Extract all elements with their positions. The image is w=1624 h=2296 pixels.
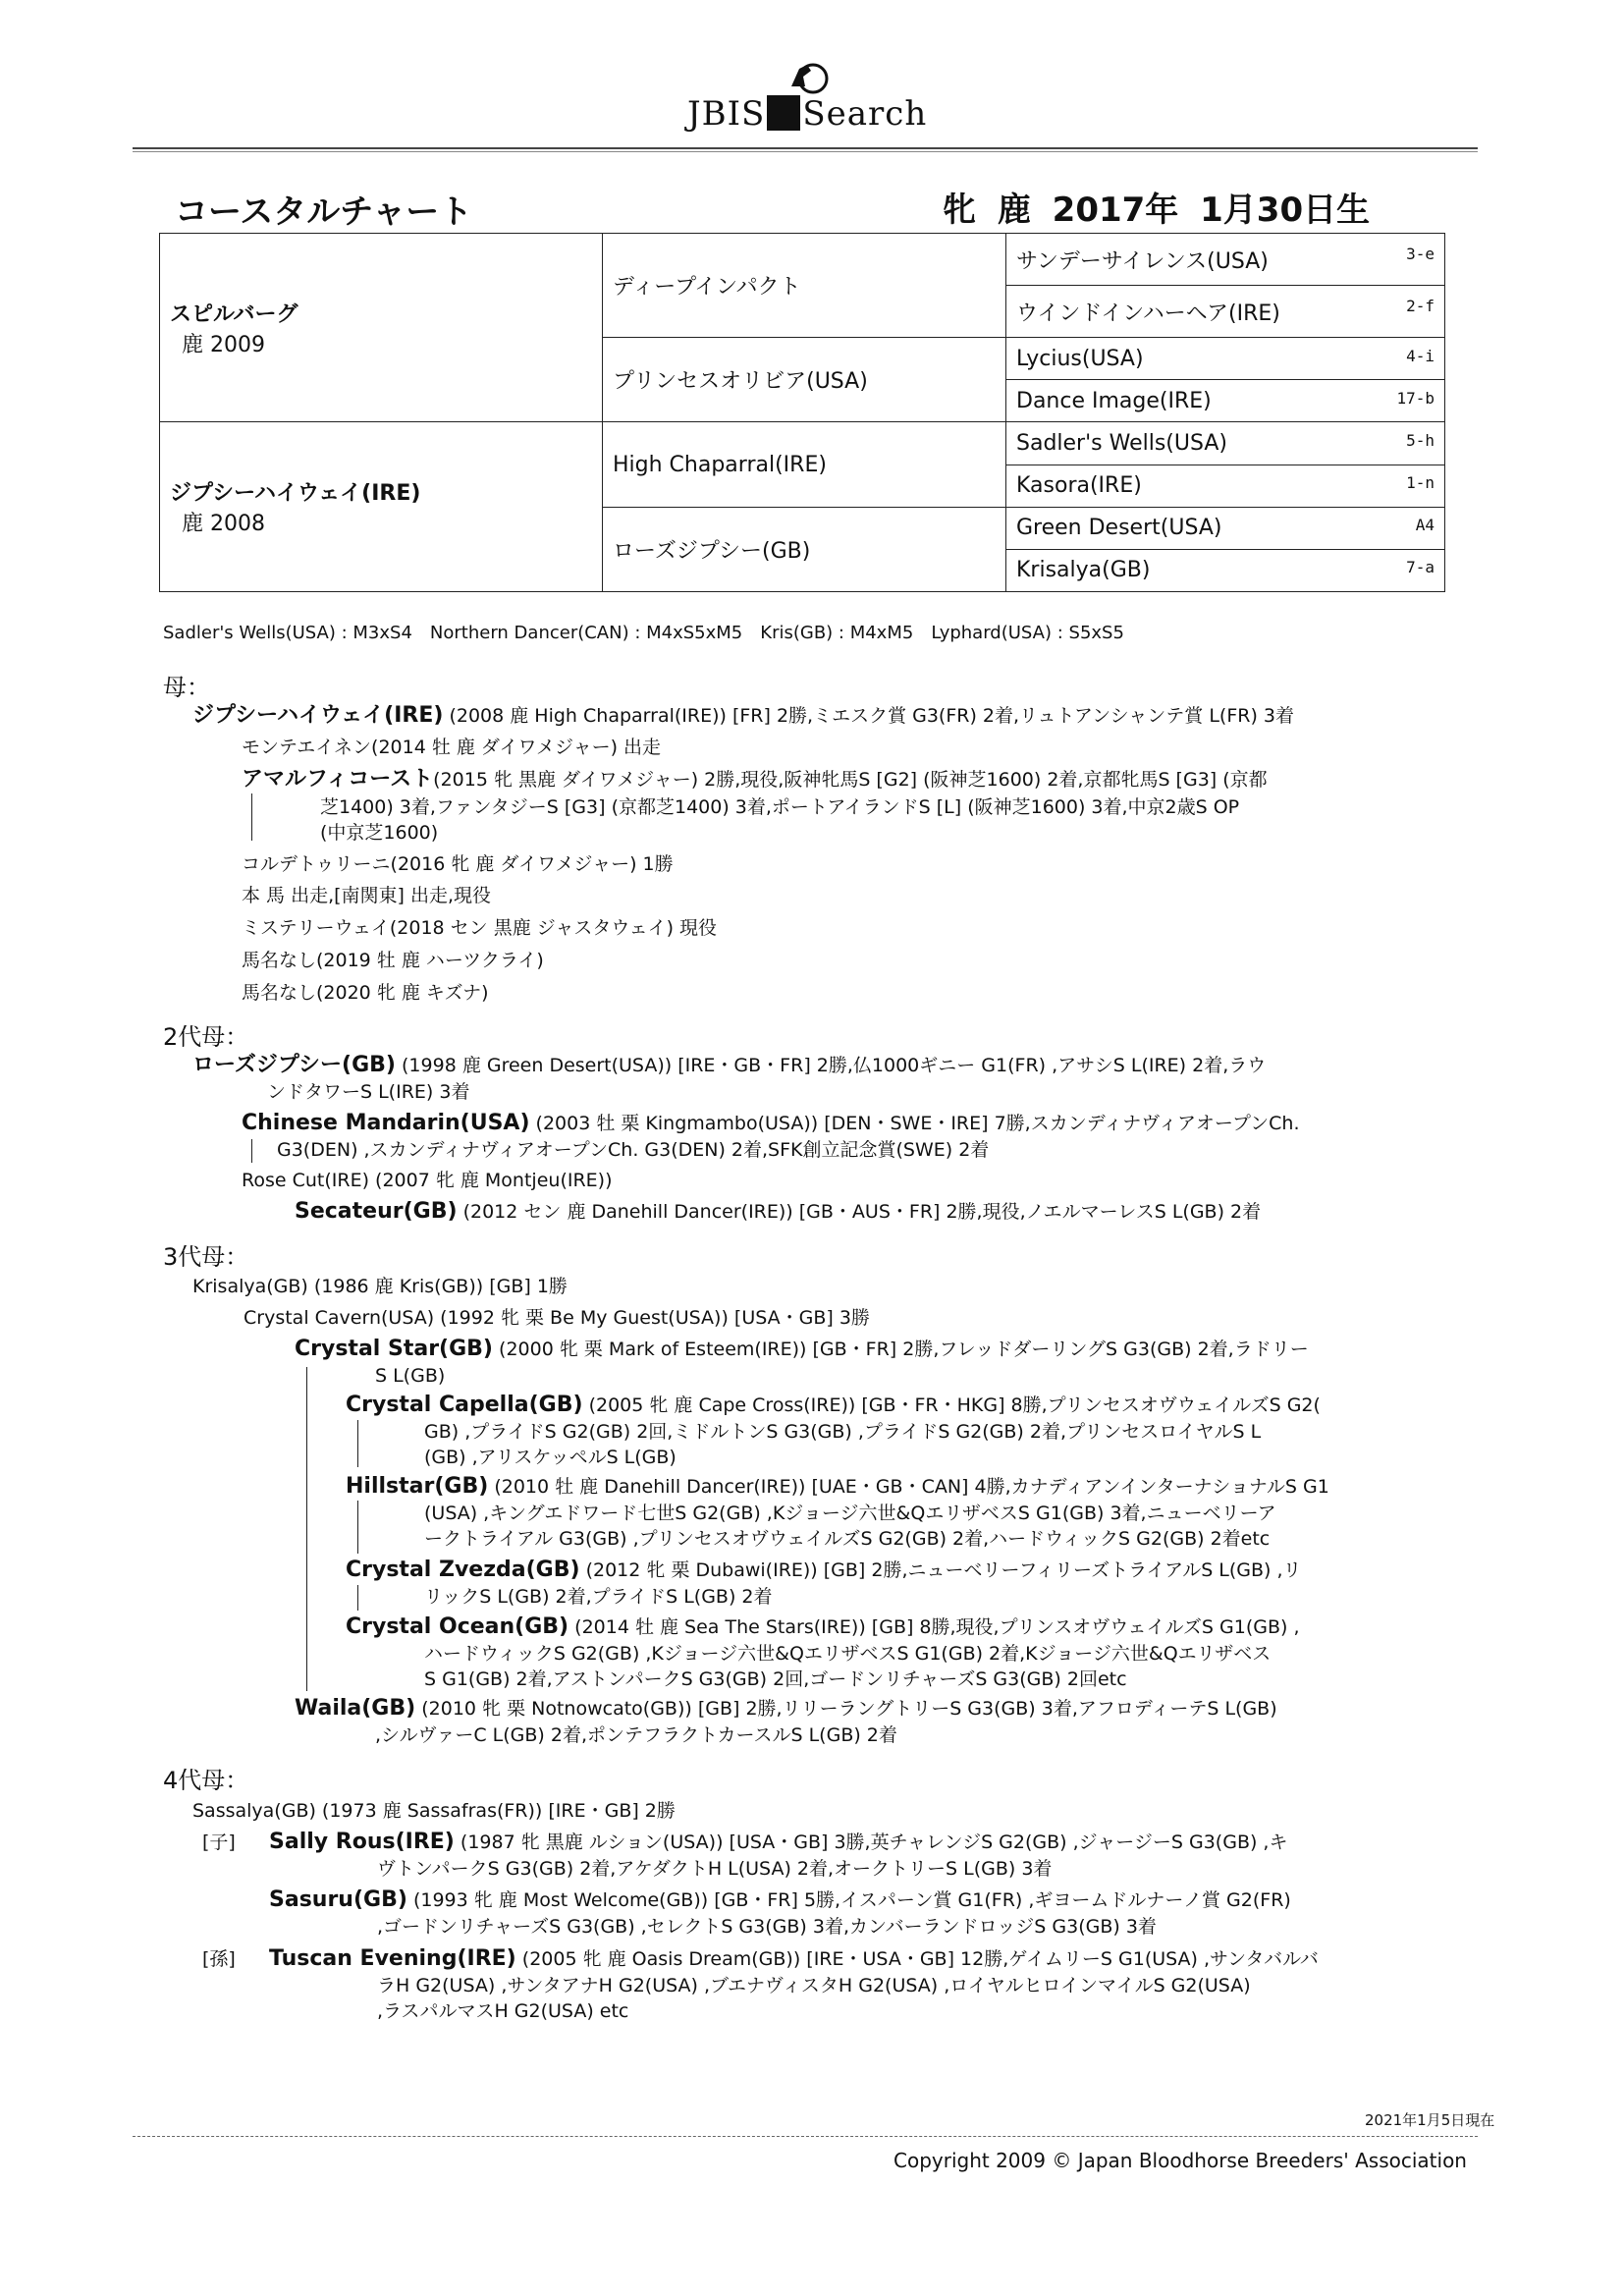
family-line: (USA) ,キングエドワード七世S G2(GB) ,Kジョージ六世&QエリザベスS G1(GB) 3着,ニューベリーア <box>424 1503 1276 1524</box>
family-line: 馬名なし(2020 牝 鹿 キズナ) <box>242 982 489 1004</box>
horse-name: コースタルチャート <box>175 192 473 232</box>
section-4th-dam: 4代母： <box>163 1767 249 1794</box>
sire-info: 鹿 2009 <box>182 332 265 357</box>
family-line: ラH G2(USA) ,サンタアナH G2(USA) ,ブエナヴィスタH G2(USA) ,ロイヤルヒロインマイルS G2(USA) <box>377 1975 1251 1996</box>
section-2nd-dam: 2代母： <box>163 1023 249 1051</box>
sire-cell <box>160 234 603 422</box>
family-line: ローズジプシー(GB) (1998 鹿 Green Desert(USA)) [IRE・GB・FR] 2勝,仏1000ギニー G1(FR) ,アサシS L(IRE) 2着,ラウ <box>192 1053 1267 1077</box>
family-line: ,ラスパルマスH G2(USA) etc <box>377 2000 629 2022</box>
dam-cell <box>160 422 603 592</box>
family-line: (中京芝1600) <box>320 822 439 844</box>
connector-line <box>357 1501 358 1554</box>
family-line: Tuscan Evening(IRE) (2005 牝 鹿 Oasis Dream(GB)) [IRE・USA・GB] 12勝,ゲイムリーS G1(USA) ,サンタバルバ <box>269 1946 1319 1971</box>
ped-g3-cell: Krisalya(GB) 7-a <box>1006 549 1445 591</box>
footer-rule <box>133 2136 1478 2137</box>
dam-info: 鹿 2008 <box>182 512 265 537</box>
ped-g3-cell: サンデーサイレンス(USA) 3-e <box>1006 234 1445 286</box>
family-line: リックS L(GB) 2着,プライドS L(GB) 2着 <box>424 1586 773 1608</box>
family-line: Sally Rous(IRE) (1987 牝 黒鹿 ルション(USA)) [USA・GB] 3勝,英チャレンジS G2(GB) ,ジャージーS G3(GB) ,キ <box>269 1830 1288 1854</box>
family-line: Waila(GB) (2010 牝 栗 Notnowcato(GB)) [GB] 2勝,リリーラングトリーS G3(GB) 3着,アフロディーテS L(GB) <box>295 1696 1277 1721</box>
family-line: ークトライアル G3(GB) ,プリンセスオヴウェイルズS G2(GB) 2着,ハードウィックS G2(GB) 2着etc <box>424 1528 1271 1550</box>
inbreeding-note: Sadler's Wells(USA) : M3xS4 Northern Dancer(CAN) : M4xS5xM5 Kris(GB) : M4xM5 Lyphard(USA) : S5xS5 <box>163 623 1124 643</box>
family-line: Crystal Capella(GB) (2005 牝 鹿 Cape Cross(IRE)) [GB・FR・HKG] 8勝,プリンセスオヴウェイルズS G2( <box>346 1393 1321 1417</box>
family-line: 芝1400) 3着,ファンタジーS [G3] (京都芝1400) 3着,ポートアイランドS [L] (阪神芝1600) 3着,中京2歳S OP <box>320 796 1240 818</box>
family-line: Sassalya(GB) (1973 鹿 Sassafras(FR)) [IRE・GB] 2勝 <box>192 1800 676 1822</box>
family-tag: [子] <box>202 1831 236 1853</box>
sire-name: スピルバーグ <box>170 301 298 327</box>
family-line: ジプシーハイウェイ(IRE) (2008 鹿 High Chaparral(IRE)) [FR] 2勝,ミエスク賞 G3(FR) 2着,リュトアンシャンテ賞 L(FR) 3着 <box>192 703 1295 728</box>
logo-box-icon <box>767 95 800 131</box>
family-tag: [孫] <box>202 1948 236 1970</box>
connector-line <box>357 1420 358 1467</box>
section-dam: 母： <box>163 674 210 701</box>
ped-g2-cell: High Chaparral(IRE) <box>603 422 1006 507</box>
ped-g2-cell: プリンセスオリビア(USA) <box>603 338 1006 422</box>
ped-g3-cell: Sadler's Wells(USA) 5-h <box>1006 422 1445 465</box>
family-line: Secateur(GB) (2012 セン 鹿 Danehill Dancer(IRE)) [GB・AUS・FR] 2勝,現役,ノエルマーレスS L(GB) 2着 <box>295 1199 1262 1224</box>
section-3rd-dam: 3代母： <box>163 1243 249 1271</box>
family-line: 本 馬 出走,[南関東] 出走,現役 <box>242 885 492 906</box>
connector-line <box>251 793 252 841</box>
logo-text-b: Search <box>802 94 928 134</box>
family-line: Rose Cut(IRE) (2007 牝 鹿 Montjeu(IRE)) <box>242 1170 613 1191</box>
family-line: S G1(GB) 2着,アストンパークS G3(GB) 2回,ゴードンリチャーズS G3(GB) 2回etc <box>424 1668 1127 1690</box>
family-line: Chinese Mandarin(USA) (2003 牡 栗 Kingmambo(USA)) [DEN・SWE・IRE] 7勝,スカンディナヴィアオープンCh. <box>242 1111 1300 1135</box>
ped-g3-cell: Lycius(USA) 4-i <box>1006 338 1445 380</box>
family-line: ンドタワーS L(IRE) 3着 <box>267 1081 470 1103</box>
jbis-logo <box>687 57 943 145</box>
family-line: コルデトゥリーニ(2016 牝 鹿 ダイワメジャー) 1勝 <box>242 853 674 875</box>
header-rule <box>133 147 1478 152</box>
family-line: Crystal Cavern(USA) (1992 牝 栗 Be My Guest(USA)) [USA・GB] 3勝 <box>244 1307 870 1329</box>
family-line: ヴトンパークS G3(GB) 2着,アケダクトH L(USA) 2着,オークトリーS L(GB) 3着 <box>377 1858 1053 1880</box>
ped-g3-cell: Dance Image(IRE) 17-b <box>1006 380 1445 422</box>
dam-name: ジプシーハイウェイ(IRE) <box>170 481 421 507</box>
family-line: G3(DEN) ,スカンディナヴィアオープンCh. G3(DEN) 2着,SFK創立記念賞(SWE) 2着 <box>277 1139 990 1161</box>
family-line: モンテエイネン(2014 牡 鹿 ダイワメジャー) 出走 <box>242 737 662 758</box>
family-line: Krisalya(GB) (1986 鹿 Kris(GB)) [GB] 1勝 <box>192 1276 568 1297</box>
family-line: 馬名なし(2019 牡 鹿 ハーツクライ) <box>242 950 544 971</box>
ped-g3-cell: Green Desert(USA) A4 <box>1006 507 1445 549</box>
family-line: ,シルヴァーC L(GB) 2着,ポンテフラクトカースルS L(GB) 2着 <box>375 1724 897 1746</box>
family-line: Sasuru(GB) (1993 牝 鹿 Most Welcome(GB)) [GB・FR] 5勝,イスパーン賞 G1(FR) ,ギヨームドルナーノ賞 G2(FR) <box>269 1887 1291 1912</box>
ped-g3-cell: Kasora(IRE) 1-n <box>1006 465 1445 507</box>
ped-g2-cell: ディープインパクト <box>603 234 1006 338</box>
horse-info: 牝 鹿 2017年 1月30日生 <box>943 191 1371 230</box>
connector-line <box>306 1367 307 1691</box>
family-line: S L(GB) <box>375 1365 446 1387</box>
family-line: Crystal Zvezda(GB) (2012 牝 栗 Dubawi(IRE)) [GB] 2勝,ニューベリーフィリーズトライアルS L(GB) ,リ <box>346 1558 1302 1582</box>
family-line: (GB) ,アリスケッペルS L(GB) <box>424 1447 677 1468</box>
ped-g2-cell: ローズジプシー(GB) <box>603 507 1006 591</box>
connector-line <box>357 1585 358 1611</box>
family-line: ,ゴードンリチャーズS G3(GB) ,セレクトS G3(GB) 3着,カンバーランドロッジS G3(GB) 3着 <box>377 1916 1157 1938</box>
copyright: Copyright 2009 © Japan Bloodhorse Breeders' Association <box>893 2149 1467 2172</box>
family-line: ハードウィックS G2(GB) ,Kジョージ六世&QエリザベスS G1(GB) 2着,Kジョージ六世&Qエリザベス <box>424 1643 1272 1665</box>
family-line: Crystal Star(GB) (2000 牝 栗 Mark of Esteem(IRE)) [GB・FR] 2勝,フレッドダーリングS G3(GB) 2着,ラドリー <box>295 1337 1309 1361</box>
family-line: アマルフィコースト(2015 牝 黒鹿 ダイワメジャー) 2勝,現役,阪神牝馬S [G2] (阪神芝1600) 2着,京都牝馬S [G3] (京都 <box>242 767 1268 792</box>
family-line: Hillstar(GB) (2010 牡 鹿 Danehill Dancer(IRE)) [UAE・GB・CAN] 4勝,カナディアンインターナショナルS G1 <box>346 1474 1329 1499</box>
as-of-date: 2021年1月5日現在 <box>1365 2111 1495 2129</box>
ped-g3-cell: ウインドインハーヘア(IRE) 2-f <box>1006 286 1445 338</box>
pedigree-table <box>159 233 1445 592</box>
connector-line <box>251 1139 252 1163</box>
family-line: ミステリーウェイ(2018 セン 黒鹿 ジャスタウェイ) 現役 <box>242 917 718 939</box>
family-line: GB) ,プライドS G2(GB) 2回,ミドルトンS G3(GB) ,プライドS G2(GB) 2着,プリンセスロイヤルS L <box>424 1421 1262 1443</box>
family-line: Crystal Ocean(GB) (2014 牡 鹿 Sea The Stars(IRE)) [GB] 8勝,現役,プリンスオヴウェイルズS G1(GB) , <box>346 1614 1300 1639</box>
logo-text-a: JBIS <box>687 94 766 134</box>
